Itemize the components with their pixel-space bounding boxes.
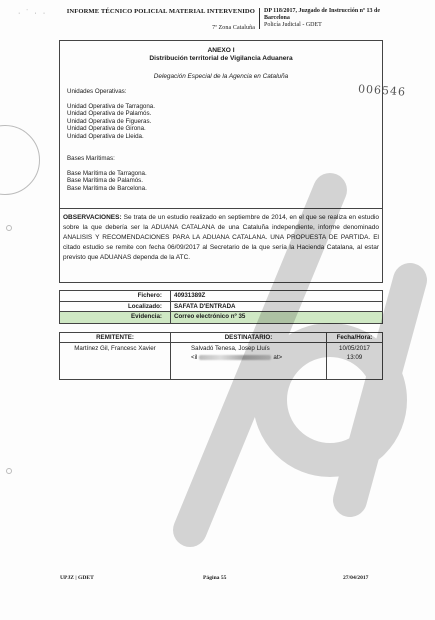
list-item: Unidad Operativa de Girona. bbox=[67, 125, 146, 133]
header-left bbox=[60, 8, 255, 31]
table-row bbox=[60, 291, 382, 302]
header-right bbox=[259, 8, 409, 29]
footer-left: UPJZ | GDET bbox=[60, 575, 94, 581]
recipient-cell bbox=[171, 343, 327, 379]
handwritten-number: 006546 bbox=[357, 82, 407, 99]
units-heading: Unidades Operativas: bbox=[67, 88, 127, 95]
mail-time: 13:09 bbox=[346, 354, 363, 361]
annex-title: ANEXO I bbox=[207, 47, 235, 54]
header-title: INFORME TÉCNICO POLICIAL MATERIAL INTERVENIDO bbox=[66, 8, 255, 15]
units-list bbox=[67, 103, 155, 140]
margin-stamp-ring bbox=[0, 125, 40, 195]
list-item: Unidad Operativa de Figueras. bbox=[67, 117, 152, 125]
header-case-line1: DP 118/2017, Juzgado de Instrucción nº 13 de bbox=[264, 8, 380, 14]
bases-list bbox=[67, 170, 147, 192]
located-value: SAFATA D'ENTRADA bbox=[174, 302, 236, 310]
punch-hole bbox=[6, 225, 12, 231]
located-label: Localizado: bbox=[60, 302, 171, 312]
observations-label: OBSERVACIONES: bbox=[63, 214, 122, 221]
observations-text: Se trata de un estudio realizado en septiembre de 2014, en el que se realiza en estudio sobre la que debería ser la ADUANA CATALANA de una Cataluña independiente, informe denominado ANALISIS Y RECOMENDACIONES PARA LA ADUANA CATALANA. UNA PROPUESTA DE PARTIDA. El citado estudio se remite con fecha 06/09/2017 al Secretario de la que sería la Hacienda Catalana, al estar previsto que ADUANAS dependa de la ATC. bbox=[63, 214, 379, 261]
annex-box bbox=[59, 40, 383, 283]
sender-name: Martínez Gil, Francesc Xavier bbox=[60, 343, 171, 379]
punch-hole bbox=[6, 468, 12, 474]
email-start: <il bbox=[191, 354, 198, 361]
footer-date: 27/04/2017 bbox=[343, 575, 369, 581]
list-item: Base Marítima de Barcelona. bbox=[67, 184, 147, 192]
annex-subtitle: Distribución territorial de Vigilancia Aduanera bbox=[149, 55, 293, 62]
list-item: Unidad Operativa de Tarragona. bbox=[67, 103, 155, 110]
observations-box bbox=[60, 208, 382, 282]
recipient-name: Salvadó Tenesa, Josep Lluís bbox=[191, 345, 270, 352]
file-table bbox=[59, 290, 383, 324]
datetime-cell bbox=[327, 343, 382, 379]
mail-date: 10/05/2017 bbox=[339, 345, 370, 352]
header-case-line3: Policía Judicial - GDET bbox=[264, 22, 322, 28]
file-value: 40931389Z bbox=[174, 292, 206, 299]
margin-marks: · ˙ · · bbox=[18, 10, 48, 17]
sender-header: REMITENTE: bbox=[60, 333, 171, 342]
email-end: at> bbox=[273, 354, 283, 361]
annex-title-block bbox=[60, 47, 382, 63]
table-row bbox=[60, 312, 382, 323]
delegation-title: Delegación Especial de la Agencia en Cataluña bbox=[153, 73, 289, 80]
list-item: Base Marítima de Palamós. bbox=[67, 177, 143, 185]
footer-page: Página 55 bbox=[203, 575, 227, 581]
evidence-label: Evidencia: bbox=[60, 312, 171, 323]
recipient-email bbox=[191, 353, 326, 362]
table-row bbox=[60, 302, 382, 313]
mail-table bbox=[59, 332, 383, 380]
header-zone: 7ª Zona Cataluña bbox=[212, 25, 255, 31]
list-item: Unidad Operativa de Lleida. bbox=[67, 132, 144, 140]
file-label: Fichero: bbox=[60, 291, 171, 301]
evidence-value: Correo electrónico nº 35 bbox=[171, 312, 382, 323]
list-item: Unidad Operativa de Palamós. bbox=[67, 110, 152, 118]
mail-table-header bbox=[60, 333, 382, 343]
table-row bbox=[60, 343, 382, 379]
recipient-header: DESTINATARIO: bbox=[171, 333, 327, 342]
header-case-line2: Barcelona bbox=[264, 15, 290, 21]
redacted-email bbox=[199, 355, 271, 360]
list-item: Base Marítima de Tarragona. bbox=[67, 170, 147, 177]
datetime-header: Fecha/Hora: bbox=[336, 334, 373, 341]
bases-heading: Bases Marítimas: bbox=[67, 155, 115, 162]
